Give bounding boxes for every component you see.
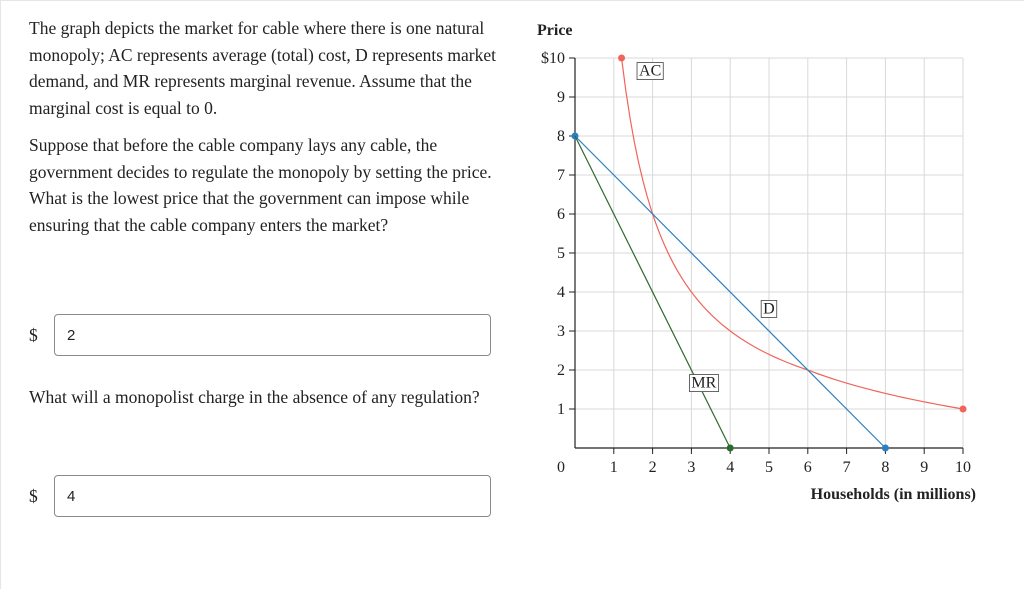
currency-symbol: $	[29, 325, 38, 345]
question-part-1: Suppose that before the cable company lays any cable, the government decides to regulate the monopoly by setting the price. What is the lowest price that the government can impose while ensuring that the cable company enters the market?	[29, 135, 492, 235]
x-tick-label: 1	[609, 459, 618, 476]
answer-input-1[interactable]	[54, 314, 491, 356]
y-tick-label: 8	[557, 128, 565, 145]
x-tick-label: 9	[920, 459, 929, 476]
x-tick-label: 5	[765, 459, 773, 476]
x-axis-label: Households (in millions)	[810, 486, 976, 503]
y-tick-label: 6	[557, 206, 565, 223]
market-chart	[521, 11, 1011, 511]
answer-input-2[interactable]	[54, 475, 491, 517]
series-ac-point	[960, 406, 967, 413]
y-tick-label: 9	[557, 89, 565, 106]
x-tick-label: 3	[687, 459, 696, 476]
answer-row-2	[29, 475, 494, 519]
y-tick-label: 4	[557, 284, 565, 301]
question-part-2: What will a monopolist charge in the absence of any regulation?	[29, 387, 480, 407]
series-ac-label: AC	[639, 62, 662, 80]
series-ac-point	[618, 55, 625, 62]
y-tick-label: 2	[557, 362, 565, 379]
series-d-point	[882, 445, 889, 452]
y-tick-label: 5	[557, 245, 565, 262]
x-tick-label: 2	[648, 459, 657, 476]
series-mr-point	[727, 445, 734, 452]
x-tick-label: 10	[955, 459, 971, 476]
question-intro: The graph depicts the market for cable where there is one natural monopoly; AC represents average (total) cost, D represents market demand, and MR represents marginal revenue. Assume that the marginal cost is equal to 0.	[29, 18, 497, 118]
series-d-label: D	[763, 300, 775, 318]
chart-axes	[541, 50, 971, 476]
answer-row-1	[29, 314, 494, 358]
x-tick-label: 6	[803, 459, 812, 476]
y-axis-label: Price	[537, 22, 573, 39]
y-tick-label: 1	[557, 401, 565, 418]
y-tick-label: $10	[541, 50, 565, 67]
y-tick-label: 3	[557, 323, 565, 340]
x-tick-label: 0	[557, 459, 565, 476]
x-tick-label: 4	[726, 459, 735, 476]
series-mr-label: MR	[691, 374, 717, 392]
x-tick-label: 8	[881, 459, 890, 476]
chart-labels	[637, 63, 777, 392]
x-tick-label: 7	[842, 459, 851, 476]
y-tick-label: 7	[557, 167, 565, 184]
currency-symbol: $	[29, 486, 38, 506]
